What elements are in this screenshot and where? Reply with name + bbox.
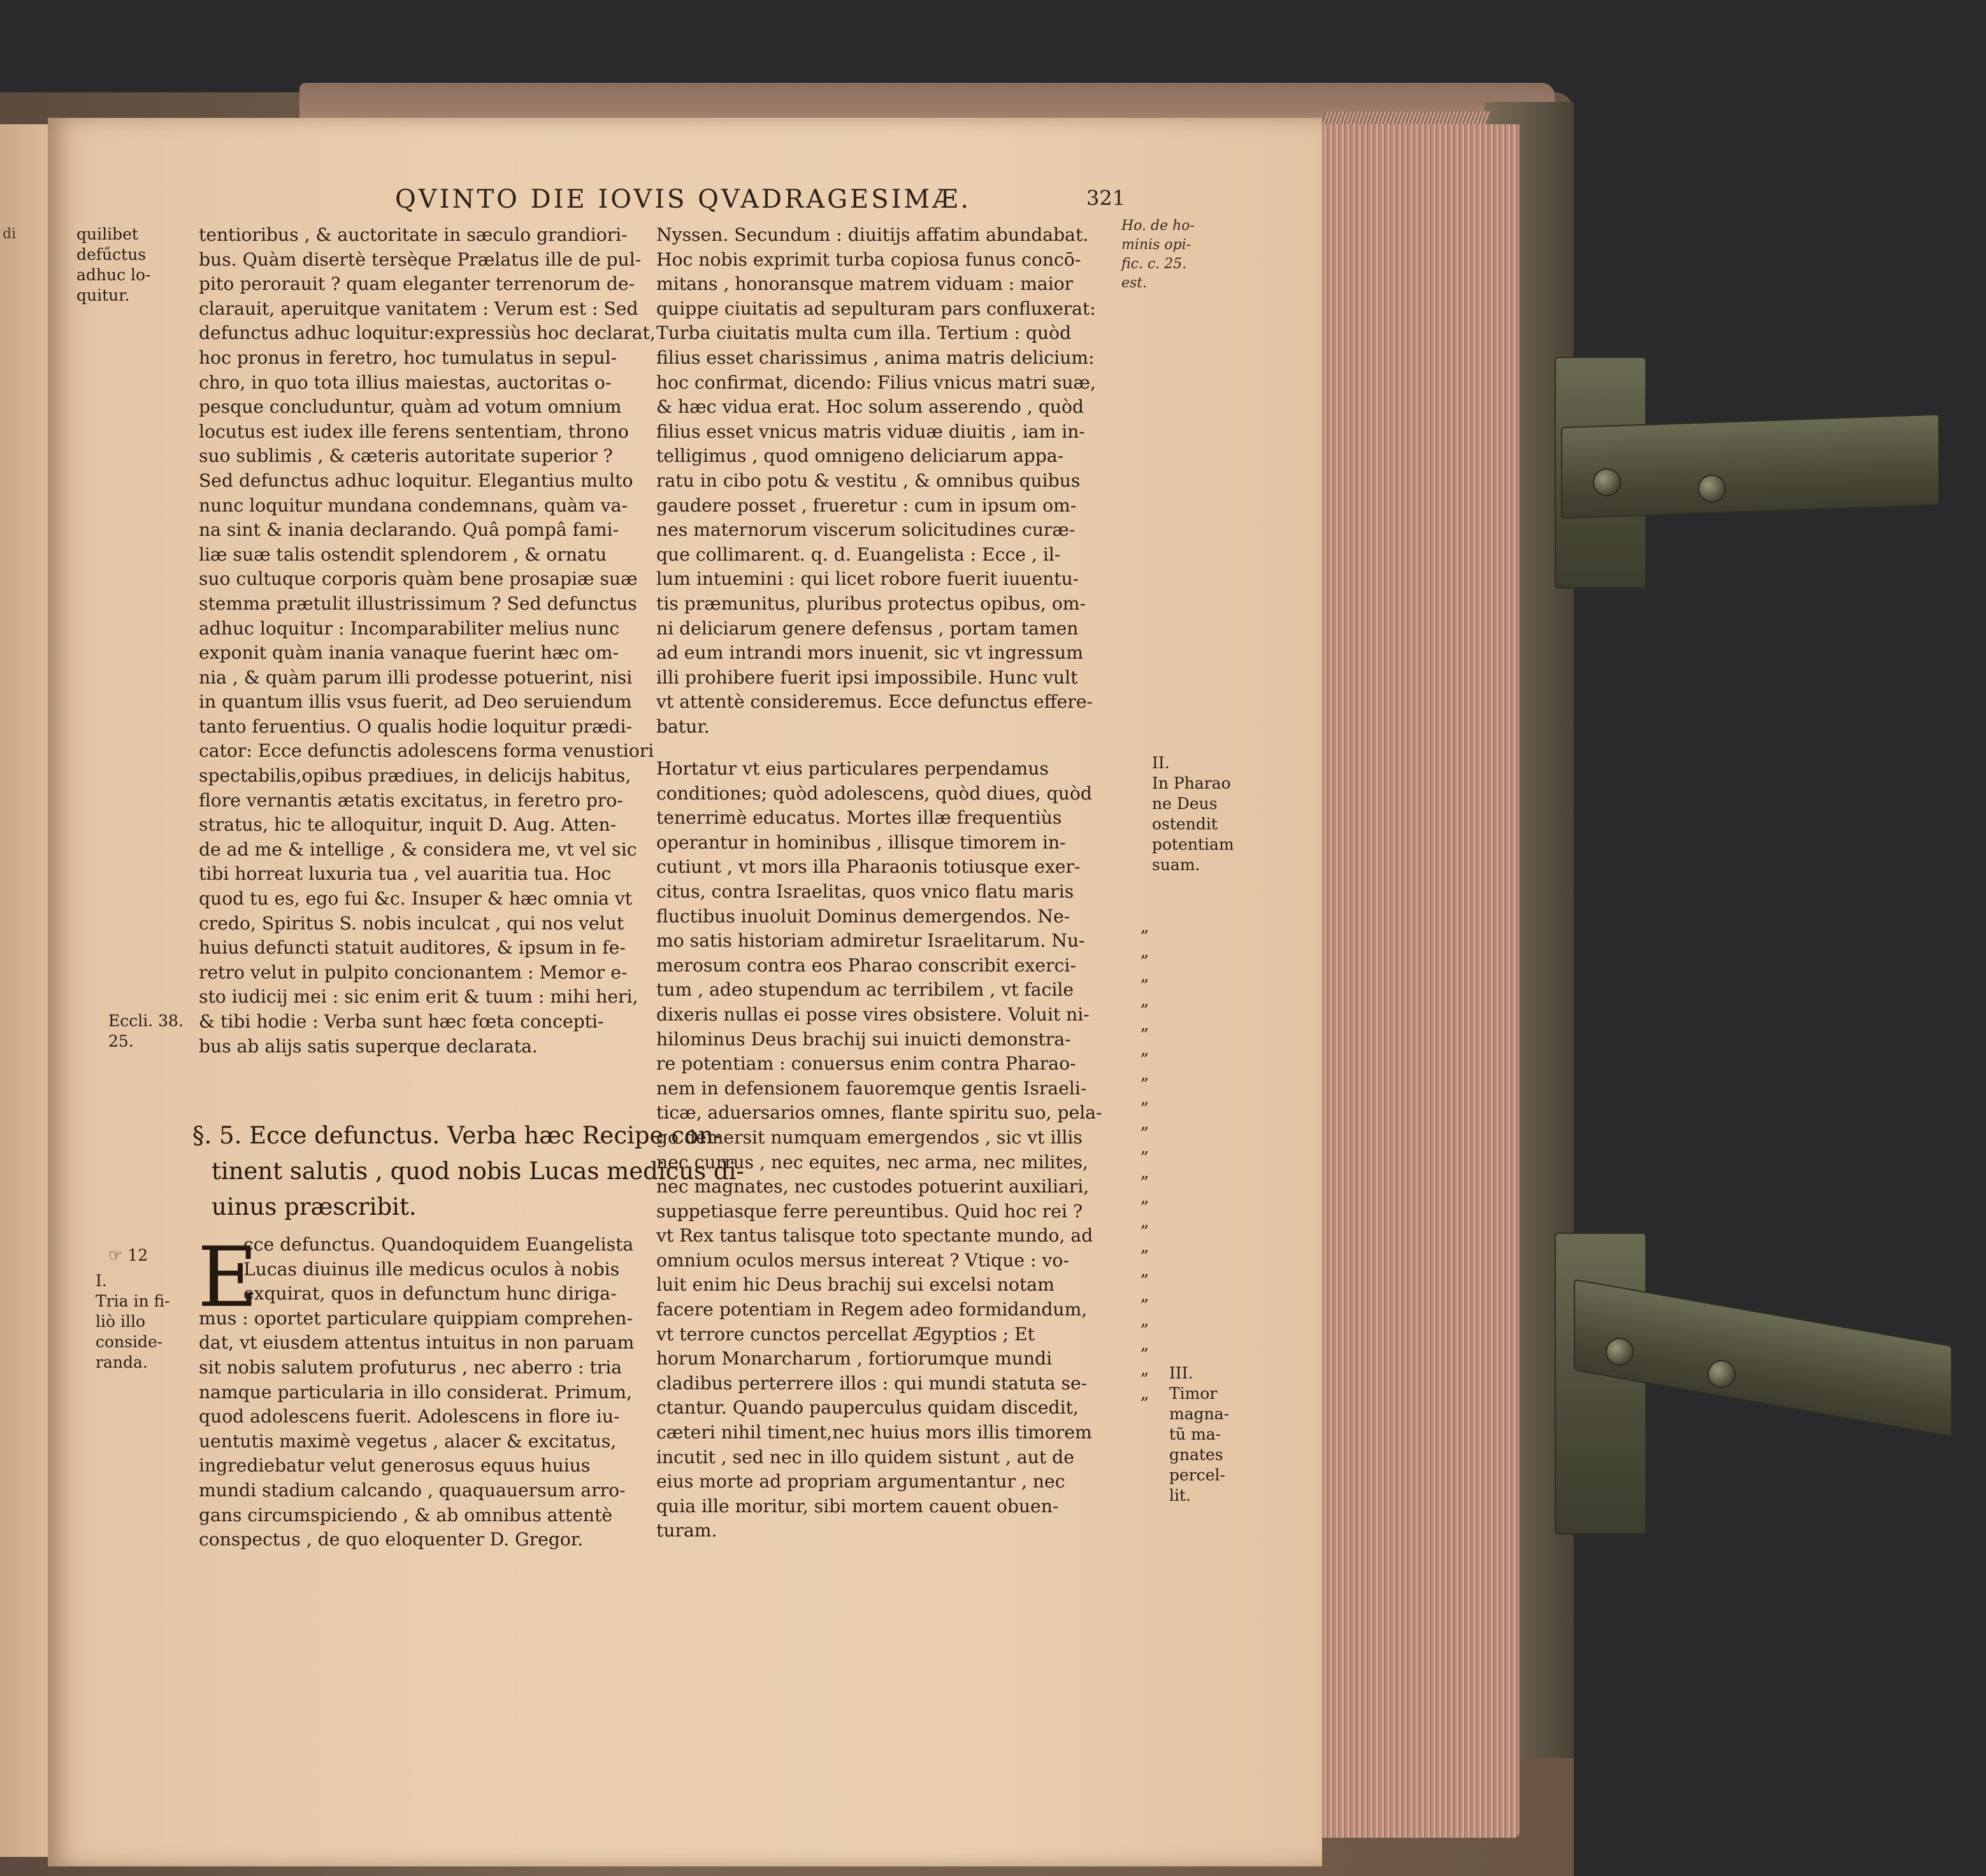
text-line: in quantum illis vsus fuerit, ad Deo seruiendum [199,691,632,713]
upper-clasp-rivet [1593,468,1621,496]
margin-line: potentiam [1152,835,1234,854]
page-stack [1322,124,1520,1838]
text-line: na sint & inania declarando. Quâ pompâ fami- [199,519,619,541]
quote-mark: „ [1141,1089,1149,1109]
text-line: ticæ, aduersarios omnes, flante spiritu suo, pela- [656,1102,1102,1124]
text-line: conspectus , de quo eloquenter D. Gregor. [199,1529,584,1550]
text-line: dixeris nullas ei posse vires obsistere. Voluit ni- [656,1003,1090,1025]
text-line: bus ab alijs satis superque declarata. [199,1035,538,1057]
lower-clasp-rivet [1606,1338,1634,1366]
text-line: facere potentiam in Regem adeo formidandum, [656,1299,1088,1321]
quote-mark: „ [1141,917,1149,936]
text-line: dat, vt eiusdem attentus intuitus in non paruam [199,1332,635,1354]
quote-mark: „ [1141,1335,1149,1355]
text-line: vt Rex tantus talisque toto spectante mundo, ad [656,1225,1093,1247]
quote-mark: „ [1141,1236,1149,1256]
left-page-fragment: di [3,226,17,242]
quote-mark: „ [1141,1212,1149,1232]
text-line: cutiunt , vt mors illa Pharaonis totiusque exer- [656,856,1081,878]
text-line: suo sublimis , & cæteris autoritate superior ? [199,445,613,467]
text-line: pesque concluduntur, quàm ad votum omnium [199,396,622,418]
text-line: cladibus perterrere illos : qui mundi statuta se- [656,1372,1088,1394]
text-line: defunctus adhuc loquitur:expressiùs hoc declarat, [199,322,656,344]
text-line: mo satis historiam admiretur Israelitarum. Nu- [656,930,1085,952]
text-line: ingrediebatur velut generosus equus huius [199,1455,591,1477]
text-line: tum , adeo stupendum ac terribilem , vt facile [656,979,1074,1001]
left-margin-note-top [76,224,151,306]
text-line: adhuc loquitur : Incomparabiliter melius nunc [199,617,620,639]
margin-line: gnates [1169,1445,1223,1464]
text-line: credo, Spiritus S. nobis inculcat , qui nos velut [199,912,624,934]
text-line: exquirat, quos in defunctum hunc diriga- [243,1283,617,1305]
text-line: Lucas diuinus ille medicus oculos à nobis [243,1258,620,1280]
text-line: quod tu es, ego fui &c. Insuper & hæc omnia vt [199,888,633,910]
margin-line: percel- [1169,1466,1225,1484]
text-line: huius defuncti statuit auditores, & ipsum in fe- [199,937,626,959]
text-line: eius morte ad propriam argumentantur , nec [656,1471,1065,1493]
heading-line: uinus præscribit. [212,1193,417,1221]
text-line: filius esset charissimus , anima matris delicium: [656,347,1095,368]
text-line: Turba ciuitatis multa cum illa. Tertium : quòd [656,322,1072,344]
text-line: mus : oportet particulare quippiam comprehen- [199,1307,633,1329]
quote-mark: „ [1141,1359,1149,1379]
quote-mark: „ [1141,1015,1149,1035]
text-line: ad eum intrandi mors inuenit, sic vt ingressum [656,642,1083,664]
text-line: horum Monarcharum , fortiorumque mundi [656,1348,1053,1370]
text-line: hoc pronus in feretro, hoc tumulatus in sepul- [199,347,617,368]
text-line: nec magnates, nec custodes potuerint auxiliari, [656,1176,1090,1198]
margin-line: lit. [1169,1486,1191,1505]
text-line: fluctibus inuoluit Dominus demergendos. Ne- [656,905,1070,927]
margin-line: liò illo [96,1312,146,1331]
text-line: mitans , honoransque matrem viduam : maior [656,273,1074,295]
quote-mark: „ [1141,1285,1149,1305]
margin-line: II. [1152,754,1170,772]
text-line: telligimus , quod omnigeno deliciarum appa- [656,445,1064,467]
text-line: stratus, hic te alloquitur, inquit D. Aug. Atten- [199,814,617,836]
text-line: flore vernantis ætatis excitatus, in feretro pro- [199,789,623,811]
text-line: quippe ciuitatis ad sepulturam pars confluxerat: [656,297,1096,319]
text-line: mundi stadium calcando , quaquauersum arro- [199,1479,626,1501]
text-line: lum intuemini : qui licet robore fuerit iuuentu- [656,568,1079,590]
upper-clasp-strap [1561,414,1939,519]
text-line: spectabilis,opibus prædiues, in delicijs habitus, [199,765,631,787]
text-line: & tibi hodie : Verba sunt hæc fœta concepti- [199,1011,604,1032]
text-line: Nyssen. Secundum : diuitijs affatim abundabat. [656,224,1089,245]
quotation-marks-column [1141,915,1149,1407]
margin-line: est. [1121,275,1148,291]
text-line: tanto feruentius. O qualis hodie loquitur prædi- [199,715,633,737]
text-line: vt attentè consideremus. Ecce defunctus effere- [656,691,1093,713]
text-line: suo cultuque corporis quàm bene prosapiæ suæ [199,568,638,590]
text-line: clarauit, aperuitque vanitatem : Verum est : Sed [199,297,638,319]
lower-clasp-rivet [1708,1360,1736,1388]
text-line: namque particularia in illo considerat. Primum, [199,1381,632,1403]
text-line: tis præmunitus, pluribus protectus opibus, om- [656,592,1086,614]
text-line: vt terrore cunctos percellat Ægyptios ; Et [656,1323,1035,1345]
quote-mark: „ [1141,991,1149,1010]
lower-clasp-plate [1555,1233,1646,1535]
text-line: citus, contra Israelitas, quos vnico flatu maris [656,880,1074,902]
margin-line: fic. c. 25. [1121,256,1187,272]
margin-line: Ho. de ho- [1121,218,1195,234]
text-line: Sed defunctus adhuc loquitur. Elegantius multo [199,469,633,491]
text-line: operantur in hominibus , illisque timorem in- [656,831,1066,853]
text-line: go demersit numquam emergendos , sic vt illis [656,1126,1083,1148]
text-line: Hoc nobis exprimit turba copiosa funus concō- [656,248,1081,270]
text-line: omnium oculos mersus intereat ? Vtique : vo- [656,1249,1069,1271]
text-line: uentutis maximè vegetus , alacer & excitatus, [199,1430,617,1452]
text-line: que collimarent. q. d. Euangelista : Ecce , il- [656,543,1061,565]
text-line: ctantur. Quando pauperculus quidam discedit, [656,1397,1079,1419]
quote-mark: „ [1141,1138,1149,1158]
heading-line: tinent salutis , quod nobis Lucas medicus di- [212,1157,744,1185]
text-line: quod adolescens fuerit. Adolescens in flore iu- [199,1406,620,1428]
text-line: de ad me & intellige , & considera me, vt vel sic [199,838,637,860]
column-left-upper [199,223,656,1059]
text-line: re potentiam : conuersus enim contra Pharao- [656,1053,1076,1075]
text-line: nes maternorum viscerum solicitudines curæ- [656,519,1076,541]
upper-clasp-rivet [1698,475,1726,503]
margin-line: suam. [1152,856,1200,874]
margin-line: Tria in fi- [96,1292,170,1310]
margin-line: III. [1169,1364,1193,1382]
text-line: cator: Ecce defunctis adolescens forma venustiori [199,740,654,762]
column-left-lower [198,1229,635,1552]
text-line: liæ suæ talis ostendit splendorem , & ornatu [199,543,607,565]
text-line: luit enim hic Deus brachij sui excelsi notam [656,1274,1054,1296]
text-line: retro velut in pulpito concionantem : Memor e- [199,961,628,983]
running-head: QVINTO DIE IOVIS QVADRAGESIMÆ. [395,185,972,214]
text-line: nunc loquitur mundana condemnans, quàm va- [199,494,628,516]
left-margin-manicule [108,1245,148,1266]
margin-line: Eccli. 38. [108,1012,183,1030]
text-line: cæteri nihil timent,nec huius mors illis timorem [656,1422,1092,1443]
quote-mark: „ [1141,1261,1149,1281]
text-line: chro, in quo tota illius maiestas, auctoritas o- [199,371,612,393]
text-line: bus. Quàm disertè tersèque Prælatus ille de pul- [199,248,642,270]
text-line: sit nobis salutem profuturus , nec aberro : tria [199,1356,622,1378]
quote-mark: „ [1141,1187,1149,1207]
text-line: & hæc vidua erat. Hoc solum asserendo , quòd [656,396,1084,418]
margin-line: ostendit [1152,815,1218,833]
text-line: turam. [656,1520,717,1542]
text-line: gans circumspiciendo , & ab omnibus attentè [199,1504,613,1526]
text-line: illi prohibere fuerit ipsi impossibile. Hunc vult [656,666,1078,688]
text-line: cce defunctus. Quandoquidem Euangelista [243,1234,634,1255]
text-line: exponit quàm inania vanaque fuerint hæc om- [199,642,619,664]
text-line: ni deliciarum genere defensus , portam tamen [656,617,1079,639]
text-line: incutit , sed nec in illo quidem sistunt , aut de [656,1446,1074,1468]
text-line: merosum contra eos Pharao conscribit exerci- [656,954,1076,976]
left-margin-note-lower [96,1271,170,1373]
margin-line: Timor [1169,1384,1218,1403]
margin-mark: 12 [127,1246,148,1264]
text-line: locutus est iudex ille ferens sententiam, throno [199,420,629,442]
margin-line: 25. [108,1032,134,1050]
text-line: nec currus , nec equites, nec arma, nec milites, [656,1151,1088,1173]
margin-line: quitur. [76,286,130,304]
margin-line: I. [96,1271,107,1290]
quote-mark: „ [1141,1064,1149,1084]
column-right-upper [656,223,1096,739]
drop-cap: E [198,1229,258,1326]
text-line: gaudere posset , frueretur : cum in ipsum om- [656,494,1077,516]
margin-line: randa. [96,1353,148,1371]
margin-line: tũ ma- [1169,1425,1221,1443]
margin-line: In Pharao [1152,774,1231,792]
heading-line: §. 5. Ecce defunctus. Verba hæc Recipe con- [192,1122,722,1149]
text-line: tentioribus , & auctoritate in sæculo grandiori- [199,224,628,245]
text-line: sto iudicij mei : sic enim erit & tuum : mihi heri, [199,986,638,1008]
text-line: Hortatur vt eius particulares perpendamus [656,758,1049,779]
text-line: nia , & quàm parum illi prodesse potuerint, nisi [199,666,633,688]
margin-line: conside- [96,1333,163,1351]
quote-mark: „ [1141,966,1149,986]
text-line: hilominus Deus brachij sui inuicti demonstra- [656,1028,1071,1050]
quote-mark: „ [1141,1310,1149,1330]
margin-line: defűctus [76,245,147,264]
right-margin-note-iii [1169,1363,1229,1506]
margin-line: ne Deus [1152,794,1218,813]
handwritten-margin-note [1121,217,1195,293]
column-right-lower [656,757,1102,1543]
page-number: 321 [1086,186,1126,210]
quote-mark: „ [1141,1040,1149,1059]
margin-line: magna- [1169,1405,1230,1423]
text-line: hoc confirmat, dicendo: Filius vnicus matri suæ, [656,371,1097,393]
text-line: conditiones; quòd adolescens, quòd diues, quòd [656,782,1092,804]
text-line: nem in defensionem fauoremque gentis Israeli- [656,1077,1087,1099]
text-line: pito perorauit ? quam eleganter terrenorum de- [199,273,635,295]
margin-line: quilibet [76,225,138,243]
left-page-edge [0,124,48,1857]
quote-mark: „ [1141,1113,1149,1133]
text-line: filius esset vnicus matris viduæ diuitis , iam in- [656,420,1085,442]
quote-mark: „ [1141,1384,1149,1404]
right-margin-note-ii [1152,753,1234,875]
left-margin-note-eccl [108,1011,183,1052]
margin-line: minis opi- [1121,237,1191,253]
quote-mark: „ [1141,942,1149,961]
text-line: ratu in cibo potu & vestitu , & omnibus quibus [656,469,1081,491]
text-line: batur. [656,715,710,737]
manicule-icon: ☞ [108,1246,123,1264]
text-line: tenerrimè educatus. Mortes illæ frequentiùs [656,807,1062,829]
text-line: suppetiasque ferre pereuntibus. Quid hoc rei ? [656,1200,1083,1222]
text-line: tibi horreat luxuria tua , vel auaritia tua. Hoc [199,863,612,885]
quote-mark: „ [1141,1163,1149,1182]
margin-line: adhuc lo- [76,266,151,284]
text-line: quia ille moritur, sibi mortem cauent obuen- [656,1495,1059,1517]
text-line: stemma prætulit illustrissimum ? Sed defunctus [199,592,637,614]
